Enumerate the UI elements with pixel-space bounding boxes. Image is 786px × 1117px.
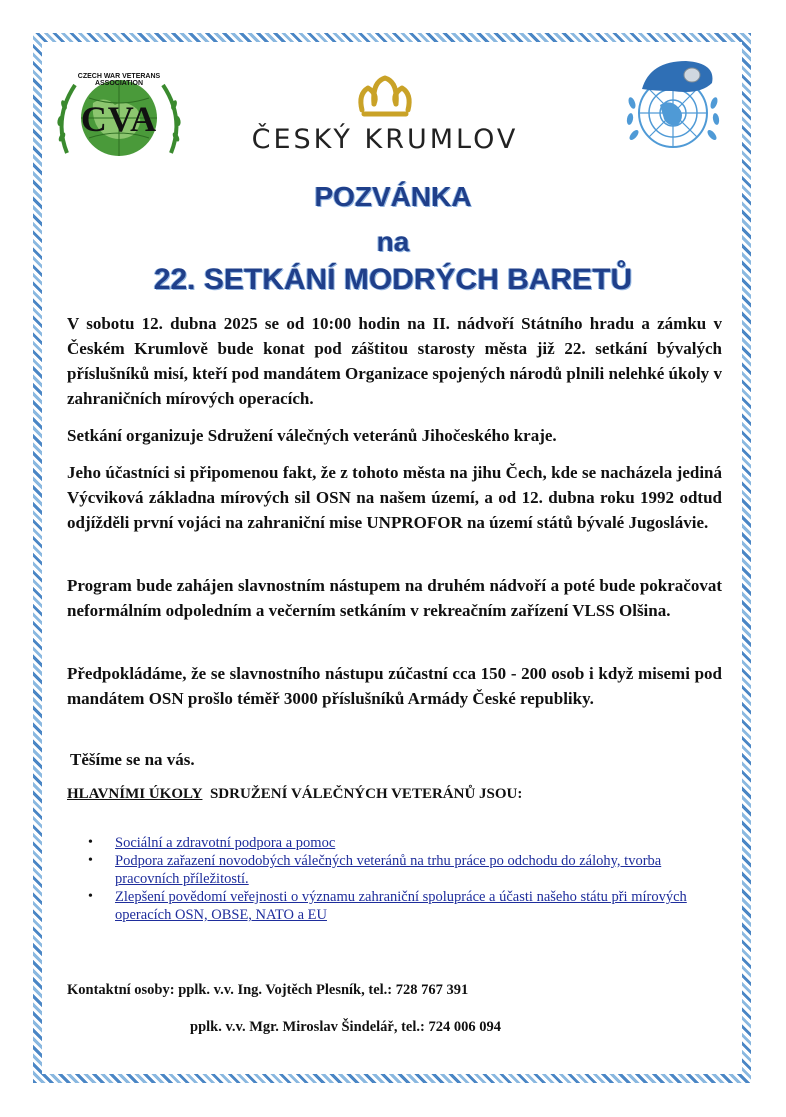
tasks-heading [67,786,522,803]
cva-letters: CVA [80,99,158,139]
tasks-list [88,834,728,924]
invitation-subtitle: na [376,226,410,257]
task-link-1[interactable]: Sociální a zdravotní podpora a pomoc [115,835,336,851]
list-item [88,834,728,852]
town-name: ČESKÝ KRUMLOV [251,124,519,155]
task-link-2[interactable]: Podpora zařazení novodobých válečných veteránů na trhu práce po odchodu do zálohy, tvorba pracovních příležitostí. [115,853,662,887]
cva-ring-text: CZECH WAR VETERANS ASSOCIATION [77,73,161,87]
attendance-paragraph: Předpokládáme, že se slavnostního nástupu zúčastní cca 150 - 200 osob i když misemi pod mandátem OSN prošlo téměř 3000 příslušníků Armády České republiky. [67,664,722,708]
tasks-heading-underlined: HLAVNÍMI ÚKOLY [67,786,203,802]
crown-icon [250,72,520,122]
organizer-paragraph: Setkání organizuje Sdružení válečných veteránů Jihočeského kraje. [67,426,557,445]
un-beret-logo [620,55,726,161]
program-paragraph: Program bude zahájen slavnostním nástupem na druhém nádvoří a poté bude pokračovat neformálním odpoledním a večerním setkáním v rekreačním zařízení VLSS Olšina. [67,576,722,620]
cva-logo [53,73,185,159]
closing-paragraph: Těšíme se na vás. [70,750,195,769]
contact-line-1: Kontaktní osoby: pplk. v.v. Ing. Vojtěch Plesník, tel.: 728 767 391 [67,982,469,998]
intro-paragraph: V sobotu 12. dubna 2025 se od 10:00 hodin na II. nádvoří Státního hradu a zámku v Českém Krumlově bude konat pod záštitou starosty města již 22. setkání bývalých příslušníků misí, kteří pod mandátem Organizace spojených národů plnili nelehké úkoly v zahraničních mírových operacích. [67,314,722,408]
un-emblem-icon [620,55,726,161]
task-link-3[interactable]: Zlepšení povědomí veřejnosti o významu zahraniční spolupráce a účasti našeho státu při mírových operacích OSN, OBSE, NATO a EU [115,889,687,923]
list-item [88,852,728,888]
history-paragraph: Jeho účastníci si připomenou fakt, že z tohoto města na jihu Čech, kde se nacházela jediná Výcviková základna mírových sil OSN na našem území, a od 12. dubna roku 1992 odtud odjížděli první vojáci na zahraniční mise UNPROFOR na území států bývalé Jugoslávie. [67,463,722,532]
event-title: 22. SETKÁNÍ MODRÝCH BARETŮ [153,263,633,296]
tasks-heading-rest: SDRUŽENÍ VÁLEČNÝCH VETERÁNŮ JSOU: [209,786,523,802]
list-item [88,888,728,924]
invitation-title: POZVÁNKA [314,181,472,212]
contact-line-2: pplk. v.v. Mgr. Miroslav Šindelář, tel.: 724 006 094 [190,1019,501,1035]
cesky-krumlov-logo [250,72,520,162]
